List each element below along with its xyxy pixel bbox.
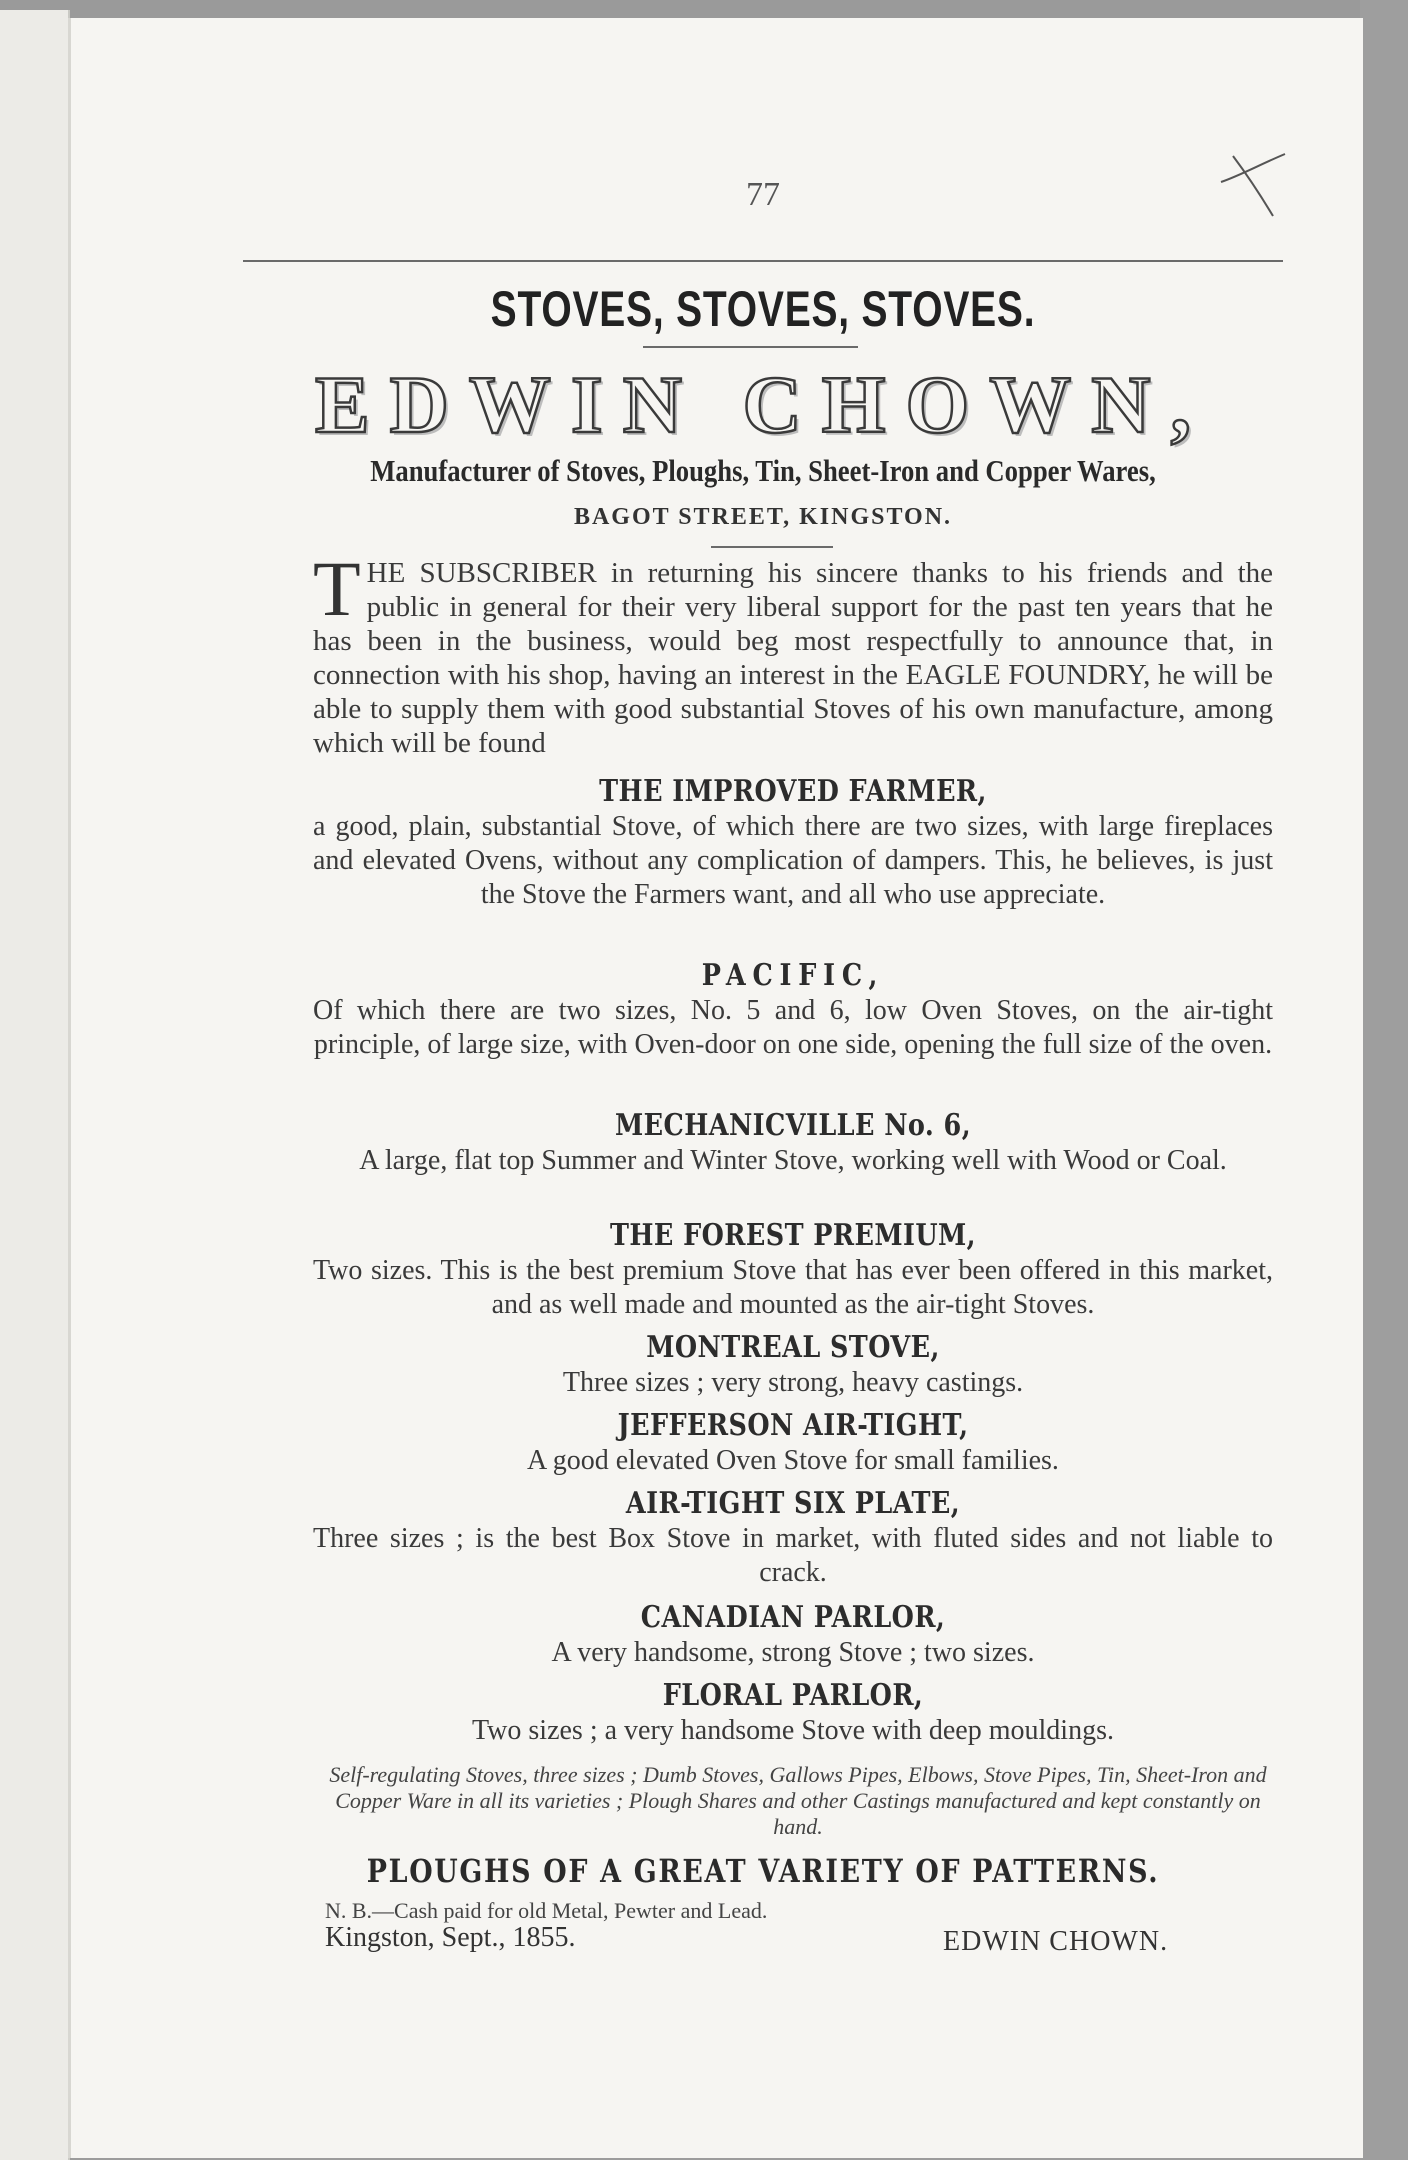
italic-note: Self-regulating Stoves, three sizes ; Dumb Stoves, Gallows Pipes, Elbows, Stove Pipes, Tin, Sheet-Iron and Copper Ware in all its varieties ; Plough Shares and other Castings manufactured and kept constantly on hand. bbox=[329, 1762, 1267, 1839]
page-number: 77 bbox=[746, 176, 780, 213]
stove-description: Three sizes ; is the best Box Stove in market, with fluted sides and not liable to crack. bbox=[313, 1523, 1273, 1588]
nota-bene: N. B.—Cash paid for old Metal, Pewter and Lead. bbox=[325, 1898, 768, 1923]
stove-item-pacific bbox=[313, 958, 1273, 1062]
stove-title: THE FOREST PREMIUM, bbox=[610, 1218, 976, 1253]
signature: EDWIN CHOWN. bbox=[943, 1926, 1169, 1957]
scan-right-margin bbox=[1360, 0, 1408, 2160]
stove-item-air-tight-six-plate bbox=[313, 1486, 1273, 1590]
ploughs-line: PLOUGHS OF A GREAT VARIETY OF PATTERNS. bbox=[366, 1852, 1160, 1890]
stove-title: JEFFERSON AIR-TIGHT, bbox=[617, 1408, 969, 1443]
stove-description: a good, plain, substantial Stove, of which there are two sizes, with large fireplaces and elevated Ovens, without any complication of dampers. This, he believes, is just the Stove the Farmers want, and all who use appreciate. bbox=[313, 811, 1273, 910]
document-page bbox=[68, 18, 1363, 2158]
address-underline bbox=[711, 546, 833, 548]
stove-title: THE IMPROVED FARMER, bbox=[599, 774, 987, 809]
stove-item-floral-parlor bbox=[313, 1678, 1273, 1748]
stove-title: PACIFIC, bbox=[701, 958, 885, 993]
intro-paragraph bbox=[313, 545, 1273, 760]
stove-description: Two sizes ; a very handsome Stove with deep mouldings. bbox=[472, 1715, 1114, 1746]
intro-text: HE SUBSCRIBER in returning his sincere thanks to his friends and the public in general for their very liberal support for the past ten years that he has been in the business, would beg most respectfully to announce that, in connection with his shop, having an interest in the EAGLE FOUNDRY, he will be able to supply them with good substantial Stoves of his own manufacture, among which will be found bbox=[313, 557, 1273, 759]
stove-item-jefferson bbox=[313, 1408, 1273, 1478]
stove-item-montreal bbox=[313, 1330, 1273, 1400]
stove-description: A very handsome, strong Stove ; two sizes. bbox=[551, 1637, 1035, 1668]
stove-title: CANADIAN PARLOR, bbox=[640, 1600, 946, 1635]
proprietor-name: EDWIN CHOWN, bbox=[314, 359, 1212, 450]
stove-title: AIR-TIGHT SIX PLATE, bbox=[625, 1486, 961, 1521]
stove-title: FLORAL PARLOR, bbox=[662, 1678, 924, 1713]
headline: STOVES, STOVES, STOVES. bbox=[490, 281, 1036, 337]
place-date: Kingston, Sept., 1855. bbox=[325, 1922, 576, 1953]
stove-item-improved-farmer bbox=[313, 774, 1273, 912]
top-rule bbox=[243, 260, 1283, 262]
headline-underline bbox=[643, 346, 858, 348]
handwritten-x-mark bbox=[1211, 146, 1291, 226]
stove-description: Three sizes ; very strong, heavy castings. bbox=[562, 1367, 1024, 1398]
drop-cap: T bbox=[313, 545, 361, 632]
trade-line: Manufacturer of Stoves, Ploughs, Tin, Sheet-Iron and Copper Wares, bbox=[370, 453, 1156, 488]
stove-item-forest-premium bbox=[313, 1218, 1273, 1322]
facing-page-edge bbox=[0, 10, 70, 2160]
address-line: BAGOT STREET, KINGSTON. bbox=[573, 504, 953, 530]
stove-title: MECHANICVILLE No. 6, bbox=[614, 1108, 971, 1143]
stove-description: Two sizes. This is the best premium Stove that has ever been offered in this market, and as well made and mounted as the air-tight Stoves. bbox=[313, 1255, 1273, 1320]
stove-description: Of which there are two sizes, No. 5 and 6, low Oven Stoves, on the air-tight principle, of large size, with Oven-door on one side, opening the full size of the oven. bbox=[313, 995, 1273, 1060]
stove-item-mechanicville bbox=[313, 1108, 1273, 1178]
stove-description: A good elevated Oven Stove for small families. bbox=[527, 1445, 1059, 1476]
stove-title: MONTREAL STOVE, bbox=[646, 1330, 940, 1365]
stove-item-canadian-parlor bbox=[313, 1600, 1273, 1670]
stove-description: A large, flat top Summer and Winter Stove, working well with Wood or Coal. bbox=[359, 1145, 1227, 1176]
